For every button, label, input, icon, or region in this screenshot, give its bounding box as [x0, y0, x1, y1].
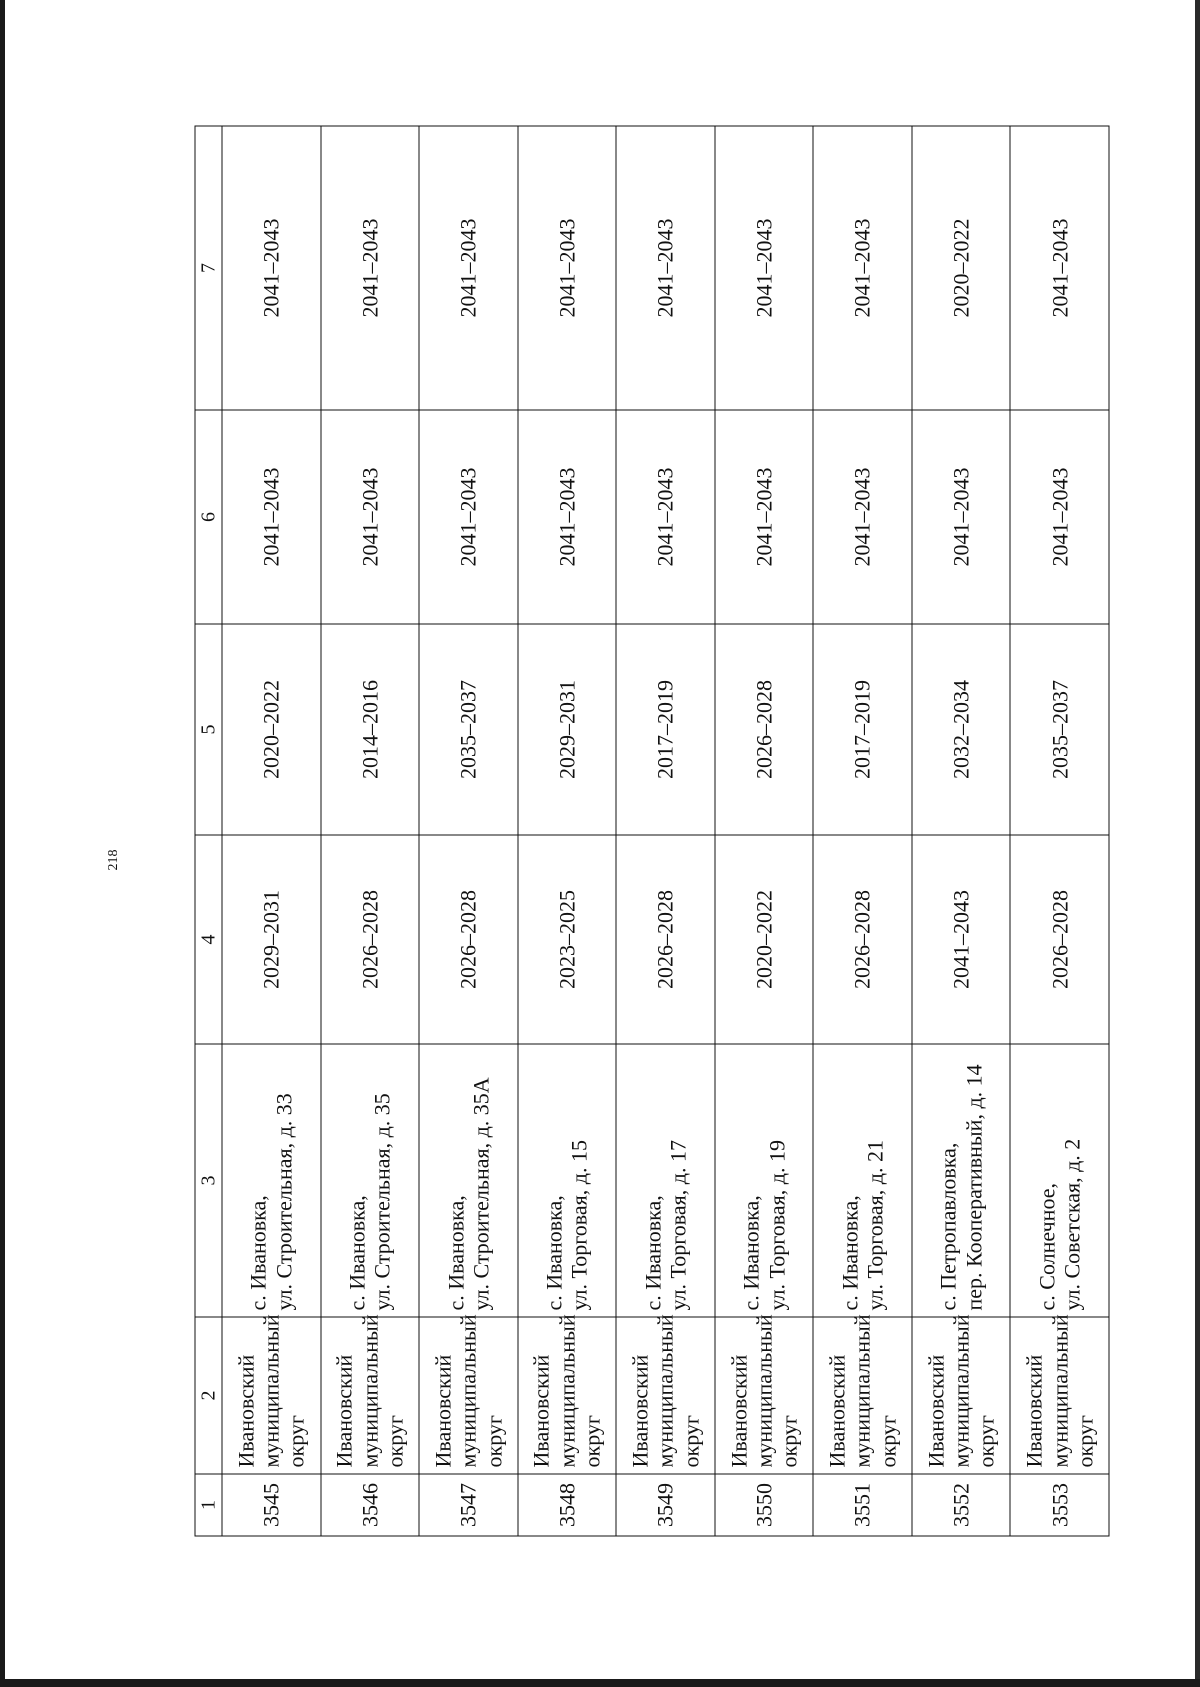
row-col5: 2014–2016 — [321, 624, 420, 835]
row-col7: 2041–2043 — [616, 126, 715, 410]
row-col7: 2041–2043 — [419, 126, 518, 410]
table-row — [1010, 126, 1109, 1536]
row-district: Ивановский муниципальный округ — [518, 1317, 617, 1474]
address-line-2: ул. Торговая, д. 17 — [665, 1140, 691, 1311]
row-col6: 2041–2043 — [616, 410, 715, 624]
row-id: 3550 — [715, 1474, 814, 1536]
scan-edge-right — [1195, 0, 1200, 1687]
row-address — [321, 1044, 420, 1317]
row-id: 3552 — [912, 1474, 1011, 1536]
row-address — [1010, 1044, 1109, 1317]
table-row — [222, 126, 321, 1536]
header-cell-3: 3 — [195, 1044, 222, 1317]
row-col5: 2017–2019 — [616, 624, 715, 835]
address-line-2: пер. Кооперативный, д. 14 — [961, 1064, 987, 1311]
row-id: 3546 — [321, 1474, 420, 1536]
row-col5: 2026–2028 — [715, 624, 814, 835]
table-row — [912, 126, 1011, 1536]
header-row — [195, 126, 222, 1536]
address-line-2: ул. Торговая, д. 21 — [862, 1140, 888, 1311]
row-id: 3547 — [419, 1474, 518, 1536]
header-cell-1: 1 — [195, 1474, 222, 1536]
row-col4: 2026–2028 — [813, 835, 912, 1044]
row-id: 3548 — [518, 1474, 617, 1536]
row-col4: 2041–2043 — [912, 835, 1011, 1044]
address-line-1: с. Ивановка, — [640, 1195, 666, 1311]
row-district: Ивановский муниципальный округ — [222, 1317, 321, 1474]
scan-edge-bottom — [0, 1679, 1200, 1687]
header-cell-2: 2 — [195, 1317, 222, 1474]
row-col5: 2020–2022 — [222, 624, 321, 835]
row-col5: 2032–2034 — [912, 624, 1011, 835]
row-col5: 2029–2031 — [518, 624, 617, 835]
row-col6: 2041–2043 — [1010, 410, 1109, 624]
row-address — [715, 1044, 814, 1317]
address-line-2: ул. Советская, д. 2 — [1059, 1138, 1085, 1311]
row-col6: 2041–2043 — [912, 410, 1011, 624]
row-district: Ивановский муниципальный округ — [1010, 1317, 1109, 1474]
row-address — [222, 1044, 321, 1317]
address-line-2: ул. Строительная, д. 35А — [468, 1077, 494, 1311]
address-line-2: ул. Строительная, д. 35 — [369, 1093, 395, 1311]
table-row — [616, 126, 715, 1536]
page-number: 218 — [106, 849, 121, 871]
row-col4: 2026–2028 — [321, 835, 420, 1044]
address-line-1: с. Ивановка, — [344, 1195, 370, 1311]
row-col4: 2026–2028 — [616, 835, 715, 1044]
header-cell-6: 6 — [195, 410, 222, 624]
row-col4: 2020–2022 — [715, 835, 814, 1044]
row-col5: 2017–2019 — [813, 624, 912, 835]
row-id: 3553 — [1010, 1474, 1109, 1536]
header-cell-5: 5 — [195, 624, 222, 835]
table-row — [813, 126, 912, 1536]
row-col5: 2035–2037 — [419, 624, 518, 835]
row-col7: 2041–2043 — [222, 126, 321, 410]
row-district: Ивановский муниципальный округ — [912, 1317, 1011, 1474]
row-address — [518, 1044, 617, 1317]
address-line-1: с. Ивановка, — [245, 1195, 271, 1311]
row-district: Ивановский муниципальный округ — [616, 1317, 715, 1474]
row-id: 3549 — [616, 1474, 715, 1536]
table-row — [419, 126, 518, 1536]
header-cell-7: 7 — [195, 126, 222, 410]
row-district: Ивановский муниципальный округ — [419, 1317, 518, 1474]
header-cell-4: 4 — [195, 835, 222, 1044]
row-col6: 2041–2043 — [518, 410, 617, 624]
row-address — [616, 1044, 715, 1317]
row-col7: 2041–2043 — [813, 126, 912, 410]
row-col4: 2023–2025 — [518, 835, 617, 1044]
row-col7: 2041–2043 — [715, 126, 814, 410]
row-col7: 2041–2043 — [518, 126, 617, 410]
schedule-table-container — [195, 127, 1110, 1537]
address-line-1: с. Ивановка, — [541, 1195, 567, 1311]
row-district: Ивановский муниципальный округ — [715, 1317, 814, 1474]
scan-edge-left — [0, 0, 5, 1687]
row-col6: 2041–2043 — [813, 410, 912, 624]
address-line-2: ул. Строительная, д. 33 — [271, 1093, 297, 1311]
address-line-2: ул. Торговая, д. 15 — [566, 1140, 592, 1311]
row-id: 3551 — [813, 1474, 912, 1536]
row-col4: 2029–2031 — [222, 835, 321, 1044]
row-col7: 2041–2043 — [1010, 126, 1109, 410]
table-row — [518, 126, 617, 1536]
table-row — [321, 126, 420, 1536]
row-col4: 2026–2028 — [419, 835, 518, 1044]
schedule-table — [195, 126, 1110, 1537]
row-col6: 2041–2043 — [715, 410, 814, 624]
row-col4: 2026–2028 — [1010, 835, 1109, 1044]
row-id: 3545 — [222, 1474, 321, 1536]
row-col6: 2041–2043 — [222, 410, 321, 624]
row-col6: 2041–2043 — [321, 410, 420, 624]
row-col5: 2035–2037 — [1010, 624, 1109, 835]
address-line-1: с. Ивановка, — [837, 1195, 863, 1311]
table-row — [715, 126, 814, 1536]
row-district: Ивановский муниципальный округ — [321, 1317, 420, 1474]
address-line-2: ул. Торговая, д. 19 — [764, 1140, 789, 1311]
address-line-1: с. Солнечное, — [1034, 1183, 1060, 1311]
row-col7: 2041–2043 — [321, 126, 420, 410]
row-address — [419, 1044, 518, 1317]
address-line-1: с. Петропавловка, — [935, 1142, 961, 1311]
row-district: Ивановский муниципальный округ — [813, 1317, 912, 1474]
address-line-1: с. Ивановка, — [738, 1195, 764, 1311]
row-address — [912, 1044, 1011, 1317]
row-col7: 2020–2022 — [912, 126, 1011, 410]
row-address — [813, 1044, 912, 1317]
row-col6: 2041–2043 — [419, 410, 518, 624]
address-line-1: с. Ивановка, — [443, 1195, 469, 1311]
